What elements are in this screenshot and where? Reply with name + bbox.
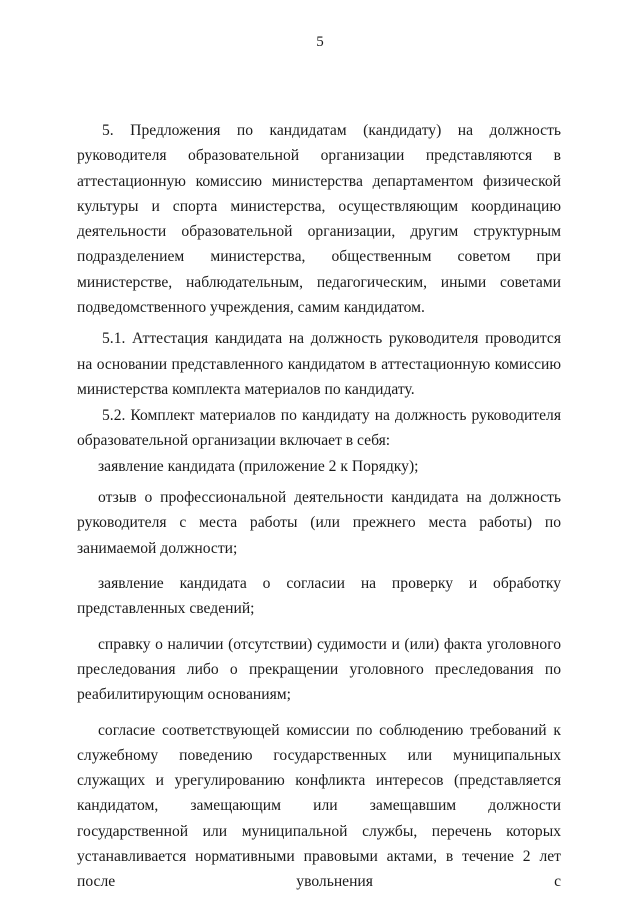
document-body [77, 118, 561, 895]
list-item-criminal-record: справку о наличии (отсутствии) судимости и (или) факта уголовного преследования либо о прекращении уголовного преследования по реабилитирующим основаниям; [77, 635, 561, 704]
paragraph-5-2: 5.2. Комплект материалов по кандидату на должность руководителя образовательной организации включает в себя: [77, 406, 561, 450]
paragraph-5: 5. Предложения по кандидатам (кандидату) на должность руководителя образовательной организации представляются в аттестационную комиссию министерства департаментом физической культуры и спорта министерства, осуществляющим координацию деятельности образовательной организации, другим структурным подразделением министерства, общественным советом при министерстве, наблюдательным, педагогическим, иными советами подведомственного учреждения, самим кандидатом. [77, 122, 561, 317]
page-number: 5 [316, 34, 324, 50]
list-item-commission-consent: согласие соответствующей комиссии по соблюдению требований к служебному поведению государственных или муниципальных служащих и урегулированию конфликта интересов (представляется кандидатом, замещающим или замещавшим должности государственной или муниципальной службы, перечень которых устанавливается нормативными правовыми актами, в течение 2 лет после увольнения с [77, 721, 561, 891]
list-item-consent-processing: заявление кандидата о согласии на проверку и обработку представленных сведений; [77, 575, 561, 618]
list-item-application: заявление кандидата (приложение 2 к Порядку); [98, 457, 419, 475]
paragraph-5-1: 5.1. Аттестация кандидата на должность руководителя проводится на основании представленного кандидатом в аттестационную комиссию министерства комплекта материалов по кандидату. [77, 330, 561, 398]
list-item-reference: отзыв о профессиональной деятельности кандидата на должность руководителя с места работы (или прежнего места работы) по занимаемой должности; [77, 489, 561, 557]
